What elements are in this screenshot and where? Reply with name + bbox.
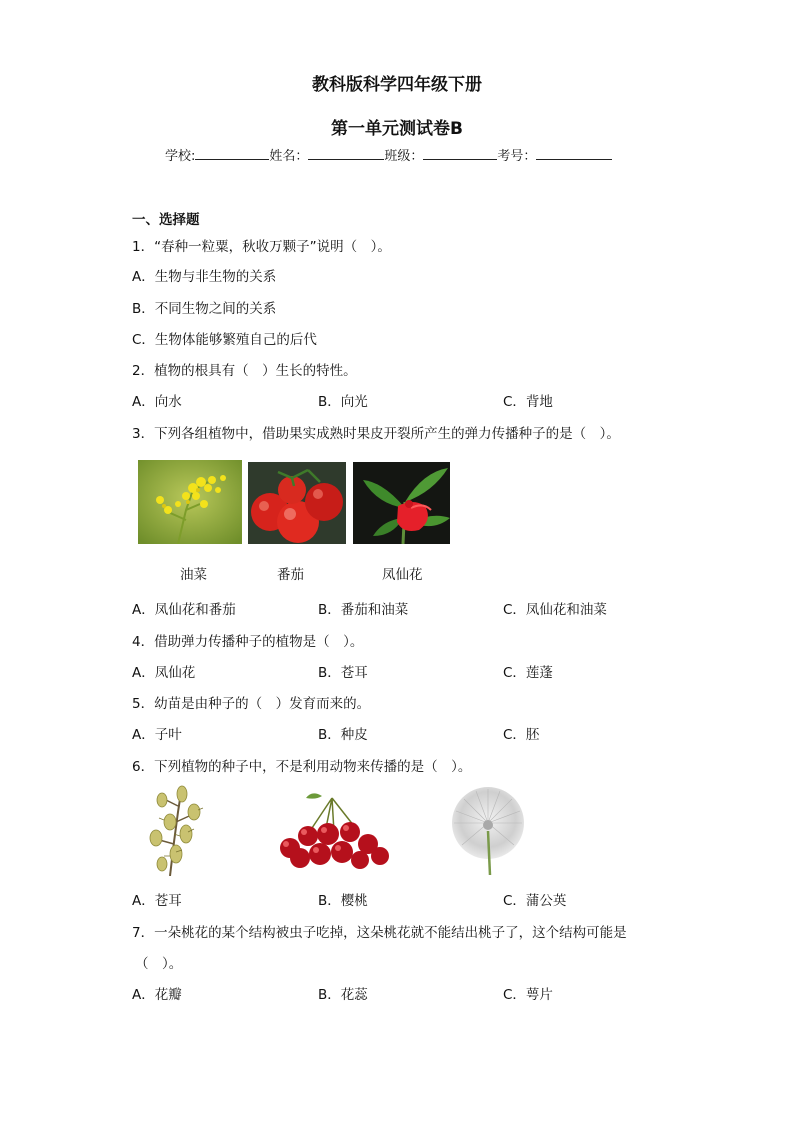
option-b: B．不同生物之间的关系	[132, 301, 277, 317]
question-stem: 1．“春种一粒粟，秋收万颗子”说明（ ）。	[132, 239, 391, 255]
question-stem: 6．下列植物的种子中，不是利用动物来传播的是（ ）。	[132, 759, 472, 775]
option-a: A．向水	[132, 394, 182, 410]
option-c: C．胚	[503, 727, 540, 743]
option-a: A．花瓣	[132, 987, 182, 1003]
question-stem-continued: （ ）。	[135, 956, 183, 972]
question-stem: 7．一朵桃花的某个结构被虫子吃掉，这朵桃花就不能结出桃子了，这个结构可能是	[132, 925, 627, 941]
class-blank[interactable]	[423, 146, 497, 160]
image-caption: 番茄	[277, 567, 304, 583]
rapeseed-flower-photo	[138, 460, 242, 544]
image-caption: 油菜	[180, 567, 207, 583]
option-a: A．凤仙花	[132, 665, 196, 681]
question-stem: 3．下列各组植物中，借助果实成熟时果皮开裂所产生的弹力传播种子的是（ ）。	[132, 426, 620, 442]
info-line	[165, 145, 612, 164]
dandelion-photo	[444, 785, 532, 875]
option-a: A．生物与非生物的关系	[132, 269, 277, 285]
question-stem: 5．幼苗是由种子的（ ）发育而来的。	[132, 696, 371, 712]
cherry-photo	[272, 788, 392, 872]
question-stem: 4．借助弹力传播种子的植物是（ ）。	[132, 634, 364, 650]
id-label: 考号：	[497, 149, 537, 164]
id-blank[interactable]	[536, 146, 612, 160]
school-label: 学校:	[165, 149, 196, 164]
option-c: C．背地	[503, 394, 553, 410]
school-blank[interactable]	[195, 146, 269, 160]
option-c: C．生物体能够繁殖自己的后代	[132, 332, 317, 348]
option-c: C．蒲公英	[503, 893, 567, 909]
document-subtitle: 第一单元测试卷B	[331, 119, 463, 139]
option-c: C．莲蓬	[503, 665, 553, 681]
option-a: A．子叶	[132, 727, 182, 743]
option-c: C．萼片	[503, 987, 553, 1003]
class-label: 班级：	[384, 149, 424, 164]
option-a: A．凤仙花和番茄	[132, 602, 236, 618]
option-b: B．苍耳	[318, 665, 368, 681]
document-title: 教科版科学四年级下册	[312, 75, 482, 95]
name-blank[interactable]	[308, 146, 384, 160]
option-b: B．樱桃	[318, 893, 368, 909]
option-b: B．向光	[318, 394, 368, 410]
option-a: A．苍耳	[132, 893, 182, 909]
section-heading: 一、选择题	[132, 212, 200, 228]
tomato-photo	[248, 462, 346, 544]
cocklebur-photo	[140, 782, 216, 876]
name-label: 姓名：	[269, 149, 309, 164]
option-c: C．凤仙花和油菜	[503, 602, 607, 618]
balsam-flower-photo	[353, 462, 450, 544]
option-b: B．番茄和油菜	[318, 602, 409, 618]
option-b: B．花蕊	[318, 987, 368, 1003]
option-b: B．种皮	[318, 727, 368, 743]
image-caption: 凤仙花	[382, 567, 423, 583]
question-stem: 2．植物的根具有（ ）生长的特性。	[132, 363, 357, 379]
